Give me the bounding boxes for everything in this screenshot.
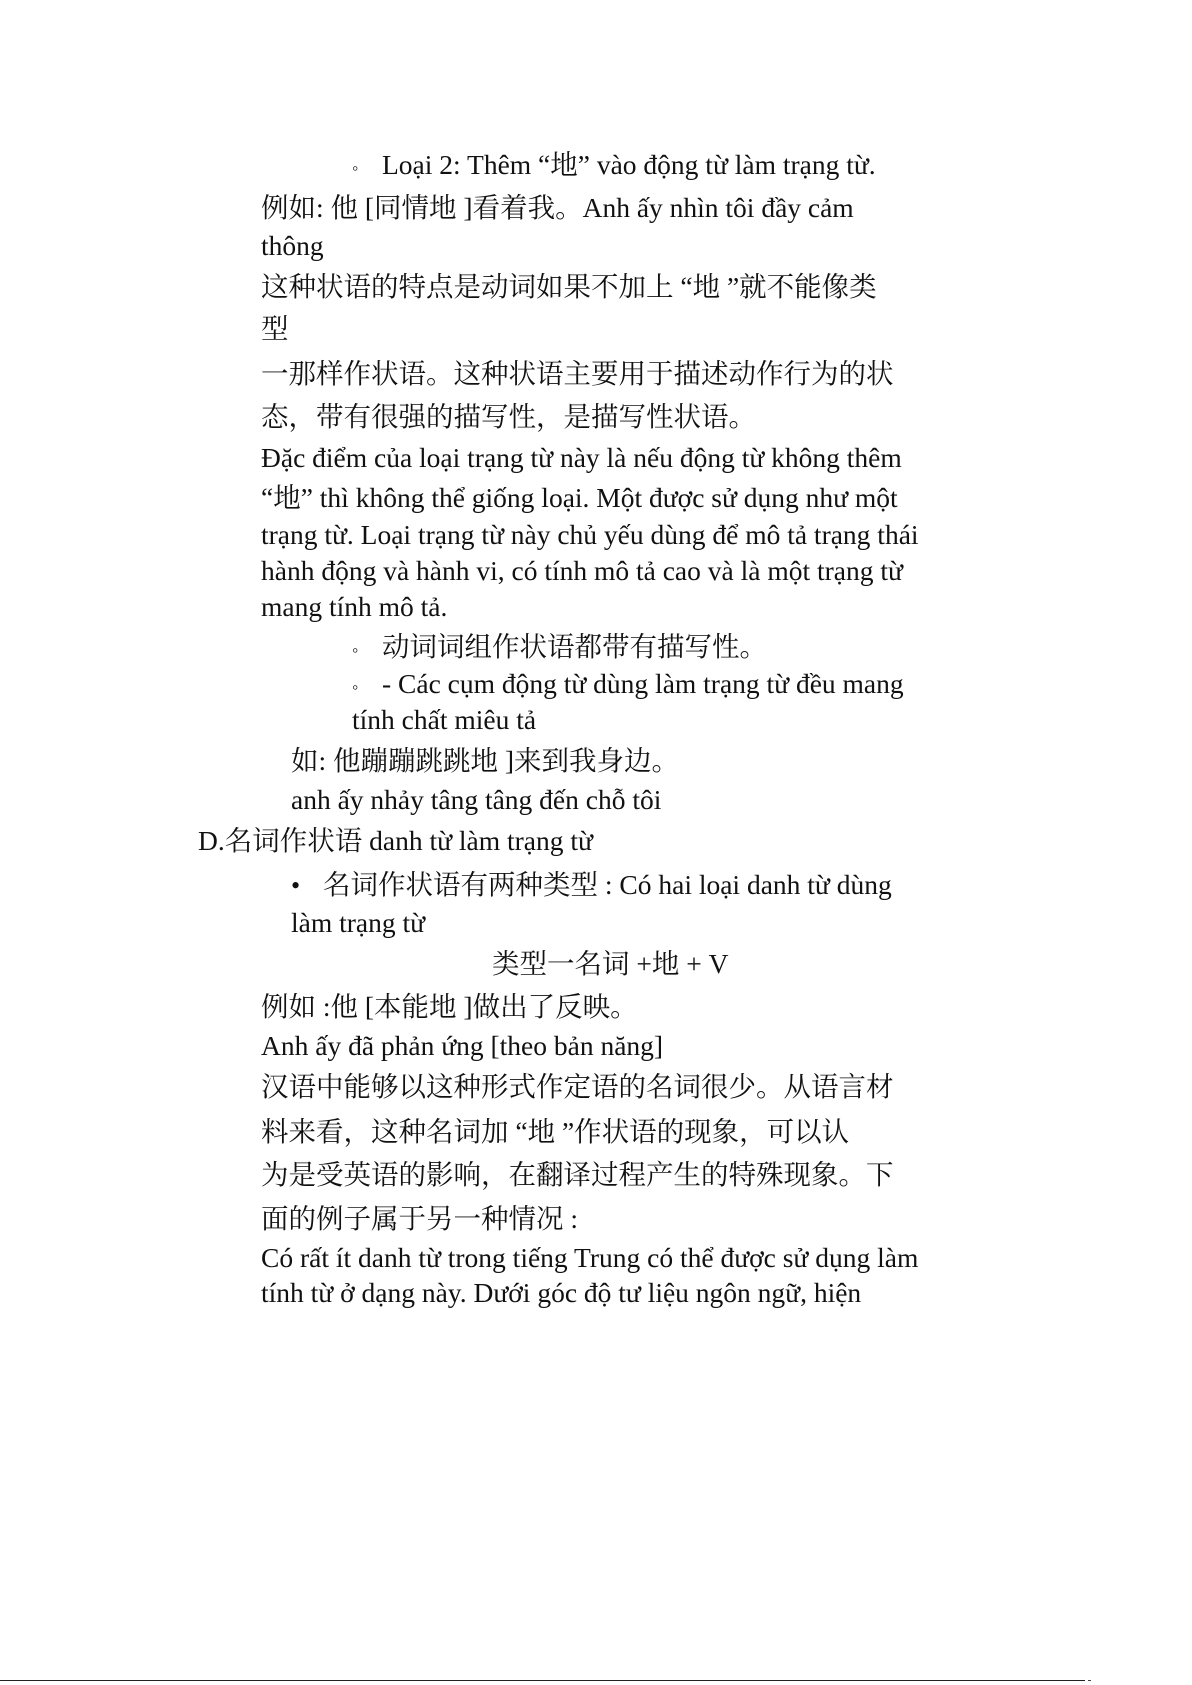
page-bottom-rule <box>0 1680 1085 1681</box>
section-heading: D.名词作状语 danh từ làm trạng từ <box>198 825 593 856</box>
list-item: ◦ 动词词组作状语都带有描写性。 <box>352 628 767 669</box>
text-line: 如: 他蹦蹦跳跳地 ]来到我身边。 <box>291 745 680 776</box>
text-line: tính chất miêu tả <box>352 704 537 735</box>
text-line: trạng từ. Loại trạng từ này chủ yếu dùng để mô tả trạng thái <box>261 519 919 550</box>
hollow-bullet-icon: ◦ <box>352 639 359 660</box>
text-line: Đặc điểm của loại trạng từ này là nếu động từ không thêm <box>261 442 902 473</box>
hollow-bullet-icon: ◦ <box>352 676 359 697</box>
filled-bullet-icon: • <box>291 871 301 900</box>
text-line: làm trạng từ <box>291 907 426 938</box>
hollow-bullet-icon: ◦ <box>352 157 359 178</box>
text-line: 为是受英语的影响，在翻译过程产生的特殊现象。下 <box>261 1159 894 1190</box>
text-line: hành động và hành vi, có tính mô tả cao và là một trạng từ <box>261 555 903 586</box>
text-line: mang tính mô tả. <box>261 591 448 622</box>
text-line: 例如 :他 [本能地 ]做出了反映。 <box>261 991 638 1022</box>
text-line: Có rất ít danh từ trong tiếng Trung có thể được sử dụng làm <box>261 1242 919 1273</box>
list-item: • 名词作状语有两种类型 : Có hai loại danh từ dùng <box>291 866 892 905</box>
list-item: ◦ Loại 2: Thêm “地” vào động từ làm trạng từ. <box>352 146 876 187</box>
text-line: 面的例子属于另一种情况 : <box>261 1203 579 1234</box>
page-bottom-tick <box>1088 1680 1091 1681</box>
text-line: 例如: 他 [同情地 ]看着我。Anh ấy nhìn tôi đầy cảm <box>261 192 854 223</box>
text-line: anh ấy nhảy tâng tâng đến chỗ tôi <box>291 784 662 815</box>
text-line: 料来看，这种名词加 “地 ”作状语的现象，可以认 <box>261 1116 850 1147</box>
formula-line: 类型一名词 +地 + V <box>492 948 729 979</box>
text-line: 型 <box>261 313 289 344</box>
text-line: thông <box>261 230 324 261</box>
text-line: 态，带有很强的描写性，是描写性状语。 <box>261 401 756 432</box>
list-item: ◦ - Các cụm động từ dùng làm trạng từ đều mang <box>352 665 904 706</box>
text-line: tính từ ở dạng này. Dưới góc độ tư liệu ngôn ngữ, hiện <box>261 1277 862 1308</box>
text-line: “地” thì không thể giống loại. Một được sử dụng như một <box>261 482 898 513</box>
text-line: Anh ấy đã phản ứng [theo bản năng] <box>261 1030 664 1061</box>
text-line: 汉语中能够以这种形式作定语的名词很少。从语言材 <box>261 1071 894 1102</box>
text-line: 这种状语的特点是动词如果不加上 “地 ”就不能像类 <box>261 271 877 302</box>
text-line: 一那样作状语。这种状语主要用于描述动作行为的状 <box>261 358 894 389</box>
